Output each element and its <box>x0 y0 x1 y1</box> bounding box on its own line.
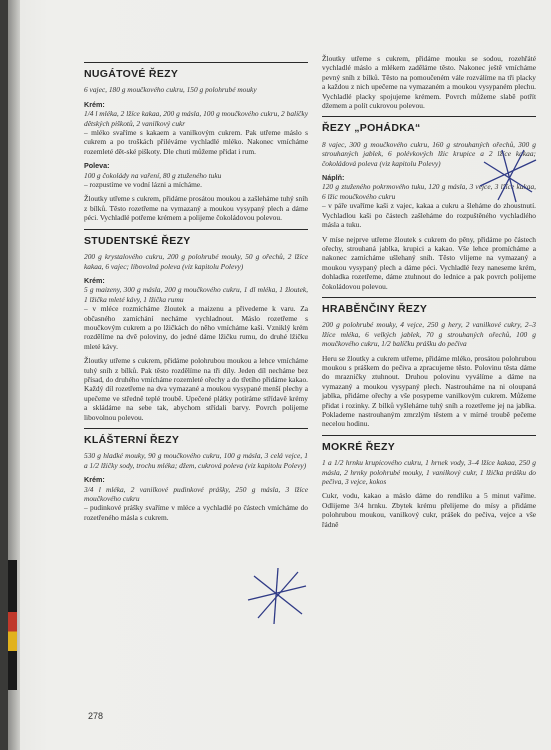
ingredients: 200 g krystalového cukru, 200 g polohrubé mouky, 50 g ořechů, 2 lžíce kakaa, 6 vajec; libovolná poleva (viz kapitolu Polevy) <box>84 252 308 271</box>
krem-label: Krém: <box>84 475 105 485</box>
krem-ingredients: 1/4 l mléka, 2 lžíce kakaa, 200 g másla, 100 g moučkového cukru, 2 balíčky dětských piškotů, 2 vanilkový cukr <box>84 109 308 128</box>
right-column <box>322 54 536 534</box>
napln-text: – v páře uvaříme kaši z vajec, kakaa a cukru a šleháme do zhoustnutí. Vychladlou kaši po částech zašleháme do rozpuštěného vychladlého másla a tuku. <box>322 201 536 230</box>
method-text: V míse nejprve utřeme žloutek s cukrem do pěny, přidáme po částech ořechy, strouhaná jablka, krupici a kakao. Vše lehce promícháme a nakonec zamícháme ušlehaný sníh. Těsto vlijeme na vymazaný a moukou vysypaný plech a dáme péci. Vychladlé řezy naneseme krém, dohladka rozetřeme, dáme ztuhnout do lednice a pak povrch polijeme čokoládovou polevou. <box>322 234 536 291</box>
napln-label: Náplň: <box>322 173 345 183</box>
recipe-title: NUGÁTOVÉ ŘEZY <box>84 68 179 80</box>
method-text: Cukr, vodu, kakao a máslo dáme do rendlíku a 5 minut vaříme. Odlijeme 3/4 hrnku. Zbytek krému přelijeme do mísy a přidáme polohrubou moukou, vanilkový cukr, prášek do pečiva, vejce a vše řádně <box>322 491 536 529</box>
recipe-title: STUDENTSKÉ ŘEZY <box>84 234 191 247</box>
page-number: 278 <box>88 711 104 721</box>
ingredients: 6 vajec, 180 g moučkového cukru, 150 g polohrubé mouky <box>84 85 257 95</box>
ingredients: 200 g polohrubé mouky, 4 vejce, 250 g hery, 2 vanilkové cukry, 2–3 lžíce mléka, 6 velkých jablek, 70 g strouhaných ořechů, 100 g moučkového cukru, 1/2 balíčku prášku do pečiva <box>322 320 536 349</box>
recipe-title: ŘEZY „POHÁDKA“ <box>322 122 421 135</box>
method-text: Žloutky utřeme s cukrem, přidáme prosátou moukou a zašleháme tuhý sníh z bílků. Těsto rozetřeme na vymazaný a moukou vysypaný plech a dáme péci. Vychladlé potřeme krémem a polijeme čokoládovou polevou. <box>84 194 308 223</box>
method-text: Žloutky utřeme s cukrem, přidáme mouku se sodou, rozehřáté vychladlé máslo a mlékem zaděláme těsto. Nakonec ještě vmícháme pevný sníh z bílků. Těsto na pomoučeném vále rozválíme na tři placky a každou z nich upečeme na vymazaném a moukou vysypaném plechu. Vychladlé placky spojujeme krémem. Povrch můžeme slabě potřít džemem a polít cukrovou polevou. <box>322 54 536 111</box>
ingredients: 530 g hladké mouky, 90 g moučkového cukru, 100 g másla, 3 celá vejce, 1 a 1/2 lžičky sody, trochu mléka; džem, cukrová poleva (viz kapitolu Polevy) <box>84 451 308 470</box>
section-rule <box>84 229 308 230</box>
krem-text: – v mléce rozmícháme žloutek a maizenu a přivedeme k varu. Za občasného zamíchání necháme vychladnout. Máslo rozetřeme s moučkovým cukrem a po lžičkách do něho vmícháme kaši. Vzniklý krém rozdělíme na dvě poloviny, do jedné dáme lžičku rumu, do druhé lžičku mleté kávy. <box>84 304 308 351</box>
recipe-title: HRABĚNČINY ŘEZY <box>322 302 428 315</box>
section-rule <box>322 435 536 436</box>
cookbook-page <box>8 0 551 750</box>
section-rule <box>322 116 536 117</box>
krem-ingredients: 5 g maizeny, 300 g másla, 200 g moučkového cukru, 1 dl mléka, 1 žloutek, 1 lžička mleté kávy, 1 lžička rumu <box>84 285 308 304</box>
section-rule <box>84 62 308 63</box>
pen-mark-asterisk <box>472 146 542 206</box>
section-rule <box>84 428 308 429</box>
left-column <box>84 56 308 527</box>
krem-text: – mléko svaříme s kakaem a vanilkovým cukrem. Pak utřeme máslo s cukrem a po troškách přiléváme vychladlé mléko. Nakonec vmícháme rozemleté dět-ské piškoty. Dle chuti můžeme přidat i rum. <box>84 128 308 156</box>
method-text: Heru se žloutky a cukrem utřeme, přidáme mléko, prosátou polohrubou moukou s práškem do pečiva a zpracujeme těsto. Polovinu těsta dáme do mrazničky ztuhnout. Druhou polovinu vyválíme a dáme na vymazaný a moukou vysypaný plech. Nastrouháme na ni oloupaná jablka, přidáme ořechy a vše posypeme vanilkovým cukrem. Můžeme přidat i rozinky. Z bílků vyšleháme tuhý sníh a rozetřeme jej na jablka. Poklademe nastrouhaným zmrzlým těstem a v mírné troubě pečeme necelou hodinu. <box>322 353 536 429</box>
poleva-text: – rozpustíme ve vodní lázni a mícháme. <box>84 180 203 190</box>
ingredients: 1 a 1/2 hrnku krupicového cukru, 1 hrnek vody, 3–4 lžíce kakaa, 250 g másla, 2 hrnky polohrubé mouky, 1 vanilkový cukr, 1 lžička prášku do pečiva, 3 vejce, kokos <box>322 458 536 487</box>
napln-ingredients: 120 g ztuženého pokrmového tuku, 120 g másla, 3 vejce, 3 lžíce kakaa, 6 lžic moučkového cukru <box>322 182 536 201</box>
krem-label: Krém: <box>84 275 105 285</box>
page-edge-tabs <box>8 560 17 690</box>
krem-text: – pudinkové prášky svaříme v mléce a vychladlé po částech vmícháme do rozetřeného másla s cukrem. <box>84 503 308 522</box>
recipe-title: KLÁŠTERNÍ ŘEZY <box>84 434 180 446</box>
poleva-label: Poleva: <box>84 161 110 171</box>
section-rule <box>322 297 536 298</box>
poleva-ingredients: 100 g čokolády na vaření, 80 g ztuženého tuku <box>84 170 222 180</box>
method-text: Žloutky utřeme s cukrem, přidáme polohrubou moukou a lehce vmícháme tuhý sníh z bílků. Pak těsto rozdělíme na tři díly. Jeden díl necháme bez přísad, do druhého vmícháme rozemleté ořechy a do třetího přidáme kakao. Každý díl rozetřeme na dva vymazané a moukou vysypané menší plechy a upečeme ve středně teplé troubě. Upečené plátky potíráme střídavě krémy a skládáme na sebe tak, abychom střídali barvy. Povrch polijeme libovolnou polevou. <box>84 356 308 422</box>
krem-ingredients: 3/4 l mléka, 2 vanilkové pudinkové prášky, 250 g másla, 3 lžíce moučkového cukru <box>84 484 308 504</box>
recipe-title: MOKRÉ ŘEZY <box>322 440 396 453</box>
ingredients: 8 vajec, 300 g moučkového cukru, 160 g strouhaných ořechů, 300 g strouhaných jablek, 6 polévkových lžic krupice a 2 lžíce kakaa; čokoládová poleva (viz kapitolu Polevy) <box>322 139 536 168</box>
pen-mark-asterisk <box>244 566 314 626</box>
krem-label: Krém: <box>84 99 105 109</box>
